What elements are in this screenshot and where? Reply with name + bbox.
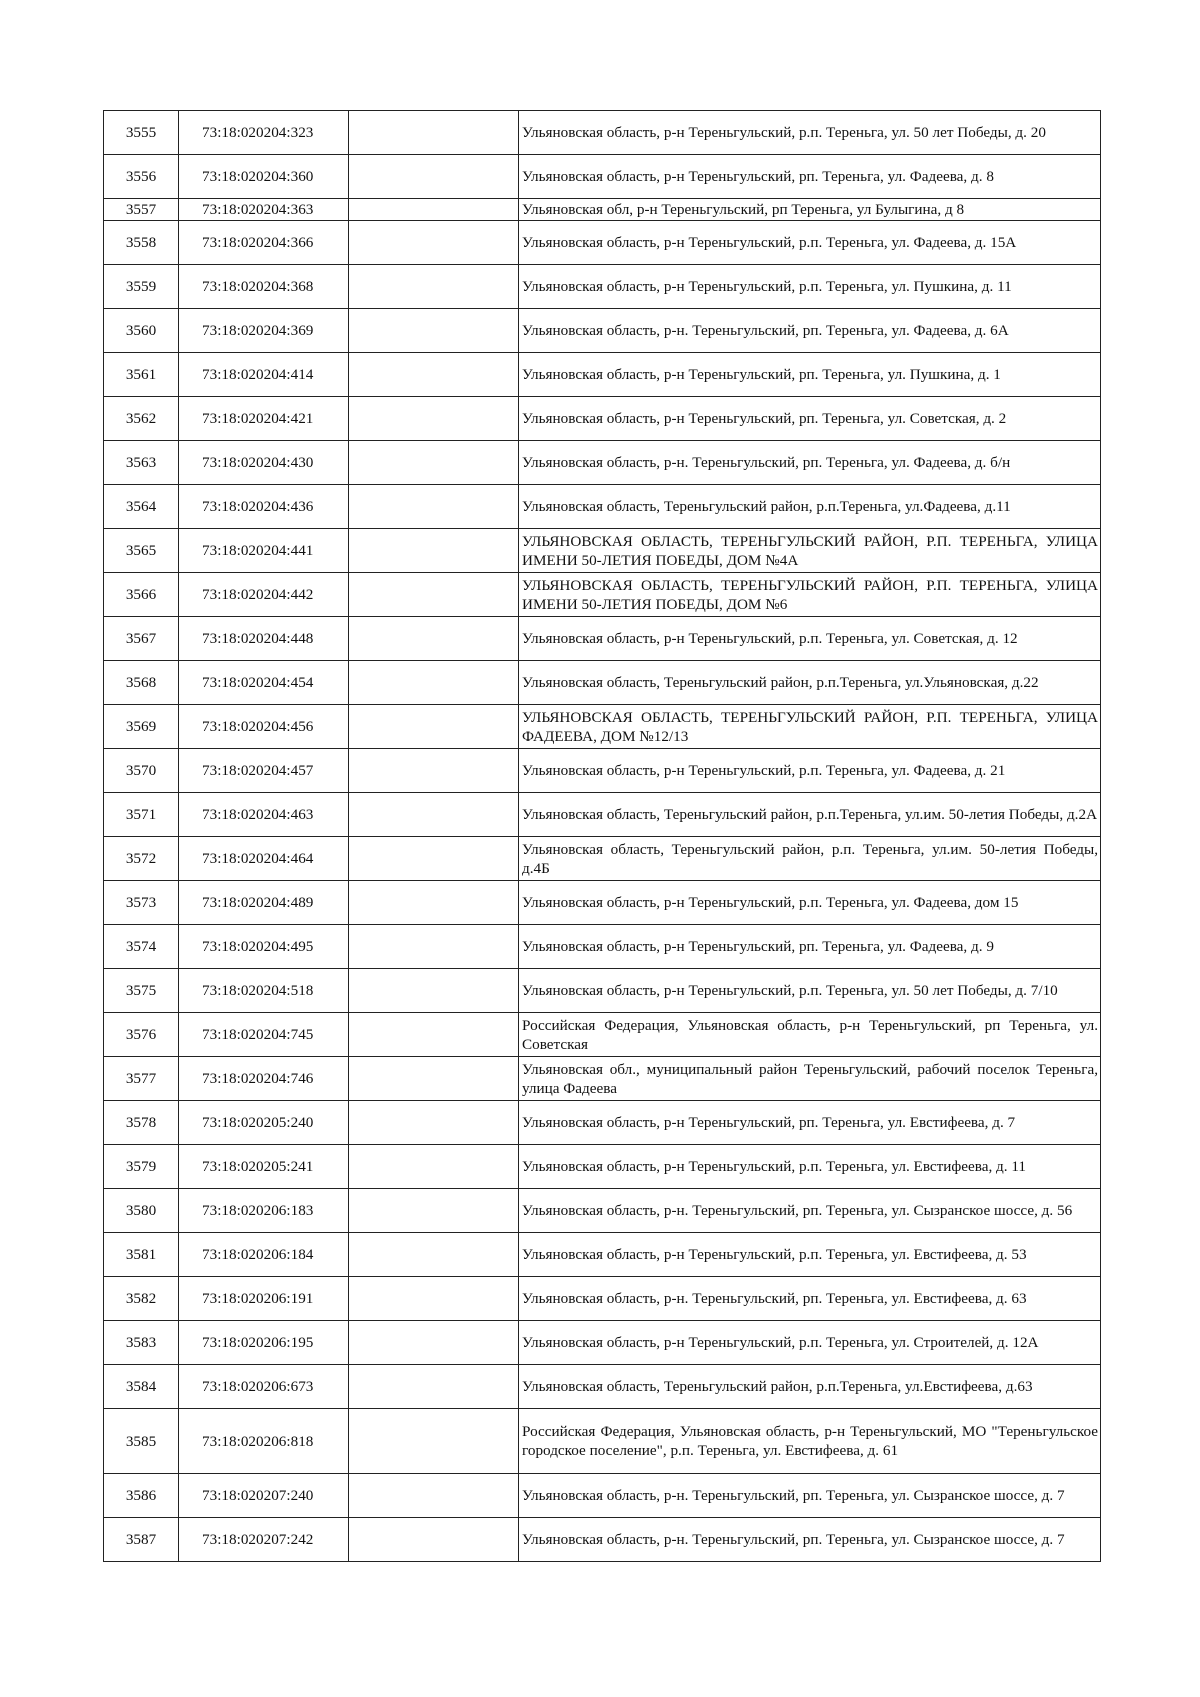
cadastral-number-cell: 73:18:020204:421	[179, 397, 349, 441]
cadastral-number-cell: 73:18:020206:195	[179, 1321, 349, 1365]
row-number-cell: 3555	[104, 111, 179, 155]
address-cell: Ульяновская область, р-н. Тереньгульский, рп. Тереньга, ул. Евстифеева, д. 63	[519, 1277, 1101, 1321]
row-number-cell: 3567	[104, 617, 179, 661]
cadastral-number-cell: 73:18:020205:241	[179, 1145, 349, 1189]
empty-cell	[349, 793, 519, 837]
address-cell: Ульяновская область, р-н Тереньгульский, р.п. Тереньга, ул. 50 лет Победы, д. 7/10	[519, 969, 1101, 1013]
row-number-cell: 3577	[104, 1057, 179, 1101]
table-row	[104, 441, 1101, 485]
table-row	[104, 353, 1101, 397]
cadastral-number-cell: 73:18:020204:368	[179, 265, 349, 309]
row-number-cell: 3580	[104, 1189, 179, 1233]
address-cell: Ульяновская область, р-н Тереньгульский, р.п. Тереньга, ул. Фадеева, д. 15А	[519, 221, 1101, 265]
row-number-cell: 3573	[104, 881, 179, 925]
empty-cell	[349, 485, 519, 529]
row-number-cell: 3562	[104, 397, 179, 441]
table-row	[104, 1277, 1101, 1321]
cadastral-number-cell: 73:18:020204:456	[179, 705, 349, 749]
row-number-cell: 3584	[104, 1365, 179, 1409]
empty-cell	[349, 353, 519, 397]
empty-cell	[349, 397, 519, 441]
table-row	[104, 793, 1101, 837]
empty-cell	[349, 1101, 519, 1145]
empty-cell	[349, 661, 519, 705]
empty-cell	[349, 925, 519, 969]
empty-cell	[349, 617, 519, 661]
table-row	[104, 881, 1101, 925]
table-row	[104, 1057, 1101, 1101]
address-cell: Российская Федерация, Ульяновская область, р-н Тереньгульский, МО "Тереньгульское городское поселение", р.п. Тереньга, ул. Евстифеева, д. 61	[519, 1409, 1101, 1474]
cadastral-number-cell: 73:18:020204:323	[179, 111, 349, 155]
row-number-cell: 3566	[104, 573, 179, 617]
empty-cell	[349, 1013, 519, 1057]
row-number-cell: 3574	[104, 925, 179, 969]
cadastral-number-cell: 73:18:020204:363	[179, 199, 349, 221]
row-number-cell: 3582	[104, 1277, 179, 1321]
empty-cell	[349, 969, 519, 1013]
cadastral-number-cell: 73:18:020204:489	[179, 881, 349, 925]
cadastral-number-cell: 73:18:020204:464	[179, 837, 349, 881]
empty-cell	[349, 1057, 519, 1101]
empty-cell	[349, 1321, 519, 1365]
row-number-cell: 3560	[104, 309, 179, 353]
table-row	[104, 1321, 1101, 1365]
table-row	[104, 1101, 1101, 1145]
cadastral-number-cell: 73:18:020204:518	[179, 969, 349, 1013]
table-row	[104, 573, 1101, 617]
row-number-cell: 3568	[104, 661, 179, 705]
table-row	[104, 1189, 1101, 1233]
empty-cell	[349, 1145, 519, 1189]
cadastral-number-cell: 73:18:020204:442	[179, 573, 349, 617]
address-cell: Ульяновская область, р-н Тереньгульский, р.п. Тереньга, ул. Евстифеева, д. 53	[519, 1233, 1101, 1277]
address-cell: Ульяновская область, Тереньгульский район, р.п.Тереньга, ул.Евстифеева, д.63	[519, 1365, 1101, 1409]
cadastral-number-cell: 73:18:020206:191	[179, 1277, 349, 1321]
cadastral-number-cell: 73:18:020204:414	[179, 353, 349, 397]
address-cell: Ульяновская область, р-н Тереньгульский, рп. Тереньга, ул. Советская, д. 2	[519, 397, 1101, 441]
table-row	[104, 661, 1101, 705]
empty-cell	[349, 573, 519, 617]
table-row	[104, 1233, 1101, 1277]
table-row	[104, 1409, 1101, 1474]
cadastral-number-cell: 73:18:020204:366	[179, 221, 349, 265]
address-cell: УЛЬЯНОВСКАЯ ОБЛАСТЬ, ТЕРЕНЬГУЛЬСКИЙ РАЙОН, Р.П. ТЕРЕНЬГА, УЛИЦА ИМЕНИ 50-ЛЕТИЯ ПОБЕДЫ, ДОМ №4А	[519, 529, 1101, 573]
address-cell: Ульяновская область, р-н. Тереньгульский, рп. Тереньга, ул. Сызранское шоссе, д. 7	[519, 1474, 1101, 1518]
address-cell: Ульяновская область, р-н. Тереньгульский, рп. Тереньга, ул. Фадеева, д. б/н	[519, 441, 1101, 485]
address-cell: Ульяновская область, р-н Тереньгульский, рп. Тереньга, ул. Фадеева, д. 9	[519, 925, 1101, 969]
cadastral-number-cell: 73:18:020207:240	[179, 1474, 349, 1518]
address-cell: Ульяновская область, Тереньгульский район, р.п.Тереньга, ул.им. 50-летия Победы, д.2А	[519, 793, 1101, 837]
row-number-cell: 3586	[104, 1474, 179, 1518]
row-number-cell: 3569	[104, 705, 179, 749]
address-cell: Ульяновская обл., муниципальный район Тереньгульский, рабочий поселок Тереньга, улица Фадеева	[519, 1057, 1101, 1101]
cadastral-number-cell: 73:18:020205:240	[179, 1101, 349, 1145]
table-row	[104, 1518, 1101, 1562]
table-row	[104, 1145, 1101, 1189]
row-number-cell: 3564	[104, 485, 179, 529]
address-cell: Ульяновская область, р-н Тереньгульский, рп. Тереньга, ул. Фадеева, д. 8	[519, 155, 1101, 199]
cadastral-number-cell: 73:18:020206:184	[179, 1233, 349, 1277]
row-number-cell: 3572	[104, 837, 179, 881]
empty-cell	[349, 265, 519, 309]
address-cell: УЛЬЯНОВСКАЯ ОБЛАСТЬ, ТЕРЕНЬГУЛЬСКИЙ РАЙОН, Р.П. ТЕРЕНЬГА, УЛИЦА ФАДЕЕВА, ДОМ №12/13	[519, 705, 1101, 749]
table-row	[104, 749, 1101, 793]
table-row	[104, 221, 1101, 265]
table-row	[104, 705, 1101, 749]
empty-cell	[349, 441, 519, 485]
address-cell: Ульяновская область, р-н Тереньгульский, р.п. Тереньга, ул. Советская, д. 12	[519, 617, 1101, 661]
table-row	[104, 925, 1101, 969]
cadastral-number-cell: 73:18:020204:441	[179, 529, 349, 573]
empty-cell	[349, 1277, 519, 1321]
row-number-cell: 3571	[104, 793, 179, 837]
empty-cell	[349, 881, 519, 925]
row-number-cell: 3575	[104, 969, 179, 1013]
cadastral-number-cell: 73:18:020204:369	[179, 309, 349, 353]
cadastral-number-cell: 73:18:020204:436	[179, 485, 349, 529]
table-row	[104, 1365, 1101, 1409]
table-row	[104, 969, 1101, 1013]
table-row	[104, 617, 1101, 661]
row-number-cell: 3578	[104, 1101, 179, 1145]
cadastral-number-cell: 73:18:020204:745	[179, 1013, 349, 1057]
address-cell: Ульяновская область, р-н Тереньгульский, р.п. Тереньга, ул. Фадеева, д. 21	[519, 749, 1101, 793]
row-number-cell: 3556	[104, 155, 179, 199]
row-number-cell: 3559	[104, 265, 179, 309]
table-row	[104, 155, 1101, 199]
address-cell: Ульяновская область, р-н. Тереньгульский, рп. Тереньга, ул. Фадеева, д. 6А	[519, 309, 1101, 353]
empty-cell	[349, 1189, 519, 1233]
address-cell: Ульяновская область, р-н Тереньгульский, рп. Тереньга, ул. Евстифеева, д. 7	[519, 1101, 1101, 1145]
address-cell: Ульяновская область, р-н Тереньгульский, р.п. Тереньга, ул. Пушкина, д. 11	[519, 265, 1101, 309]
address-cell: Ульяновская область, р-н Тереньгульский, р.п. Тереньга, ул. Фадеева, дом 15	[519, 881, 1101, 925]
cadastral-number-cell: 73:18:020207:242	[179, 1518, 349, 1562]
table-row	[104, 309, 1101, 353]
table-row	[104, 265, 1101, 309]
address-cell: Ульяновская область, р-н. Тереньгульский, рп. Тереньга, ул. Сызранское шоссе, д. 56	[519, 1189, 1101, 1233]
empty-cell	[349, 1518, 519, 1562]
empty-cell	[349, 309, 519, 353]
row-number-cell: 3561	[104, 353, 179, 397]
address-cell: Ульяновская область, р-н. Тереньгульский, рп. Тереньга, ул. Сызранское шоссе, д. 7	[519, 1518, 1101, 1562]
cadastral-number-cell: 73:18:020206:183	[179, 1189, 349, 1233]
empty-cell	[349, 749, 519, 793]
cadastral-number-cell: 73:18:020204:448	[179, 617, 349, 661]
row-number-cell: 3579	[104, 1145, 179, 1189]
table-row	[104, 837, 1101, 881]
row-number-cell: 3563	[104, 441, 179, 485]
empty-cell	[349, 155, 519, 199]
cadastral-number-cell: 73:18:020206:818	[179, 1409, 349, 1474]
row-number-cell: 3557	[104, 199, 179, 221]
cadastral-number-cell: 73:18:020204:457	[179, 749, 349, 793]
empty-cell	[349, 111, 519, 155]
cadastral-number-cell: 73:18:020204:454	[179, 661, 349, 705]
row-number-cell: 3581	[104, 1233, 179, 1277]
table-row	[104, 529, 1101, 573]
cadastral-number-cell: 73:18:020204:360	[179, 155, 349, 199]
table-row	[104, 1013, 1101, 1057]
address-cell: Ульяновская область, Тереньгульский район, р.п.Тереньга, ул.Ульяновская, д.22	[519, 661, 1101, 705]
address-cell: УЛЬЯНОВСКАЯ ОБЛАСТЬ, ТЕРЕНЬГУЛЬСКИЙ РАЙОН, Р.П. ТЕРЕНЬГА, УЛИЦА ИМЕНИ 50-ЛЕТИЯ ПОБЕДЫ, ДОМ №6	[519, 573, 1101, 617]
row-number-cell: 3587	[104, 1518, 179, 1562]
address-cell: Российская Федерация, Ульяновская область, р-н Тереньгульский, рп Тереньга, ул. Советская	[519, 1013, 1101, 1057]
cadastral-number-cell: 73:18:020204:430	[179, 441, 349, 485]
empty-cell	[349, 1409, 519, 1474]
row-number-cell: 3583	[104, 1321, 179, 1365]
empty-cell	[349, 1233, 519, 1277]
table-row	[104, 485, 1101, 529]
address-cell: Ульяновская область, р-н Тереньгульский, р.п. Тереньга, ул. Строителей, д. 12А	[519, 1321, 1101, 1365]
empty-cell	[349, 221, 519, 265]
address-cell: Ульяновская обл, р-н Тереньгульский, рп Тереньга, ул Булыгина, д 8	[519, 199, 1101, 221]
table-row	[104, 1474, 1101, 1518]
address-cell: Ульяновская область, Тереньгульский район, р.п.Тереньга, ул.Фадеева, д.11	[519, 485, 1101, 529]
cadastral-number-cell: 73:18:020204:495	[179, 925, 349, 969]
row-number-cell: 3576	[104, 1013, 179, 1057]
table-row	[104, 199, 1101, 221]
table-row	[104, 111, 1101, 155]
address-cell: Ульяновская область, р-н Тереньгульский, рп. Тереньга, ул. Пушкина, д. 1	[519, 353, 1101, 397]
row-number-cell: 3585	[104, 1409, 179, 1474]
register-table	[103, 110, 1101, 1562]
cadastral-number-cell: 73:18:020206:673	[179, 1365, 349, 1409]
empty-cell	[349, 199, 519, 221]
address-cell: Ульяновская область, р-н Тереньгульский, р.п. Тереньга, ул. 50 лет Победы, д. 20	[519, 111, 1101, 155]
row-number-cell: 3565	[104, 529, 179, 573]
address-cell: Ульяновская область, р-н Тереньгульский, р.п. Тереньга, ул. Евстифеева, д. 11	[519, 1145, 1101, 1189]
empty-cell	[349, 837, 519, 881]
table-row	[104, 397, 1101, 441]
row-number-cell: 3570	[104, 749, 179, 793]
empty-cell	[349, 705, 519, 749]
cadastral-number-cell: 73:18:020204:746	[179, 1057, 349, 1101]
cadastral-number-cell: 73:18:020204:463	[179, 793, 349, 837]
row-number-cell: 3558	[104, 221, 179, 265]
empty-cell	[349, 1474, 519, 1518]
empty-cell	[349, 1365, 519, 1409]
register-table-body	[104, 111, 1101, 1562]
empty-cell	[349, 529, 519, 573]
address-cell: Ульяновская область, Тереньгульский район, р.п. Тереньга, ул.им. 50-летия Победы, д.4Б	[519, 837, 1101, 881]
